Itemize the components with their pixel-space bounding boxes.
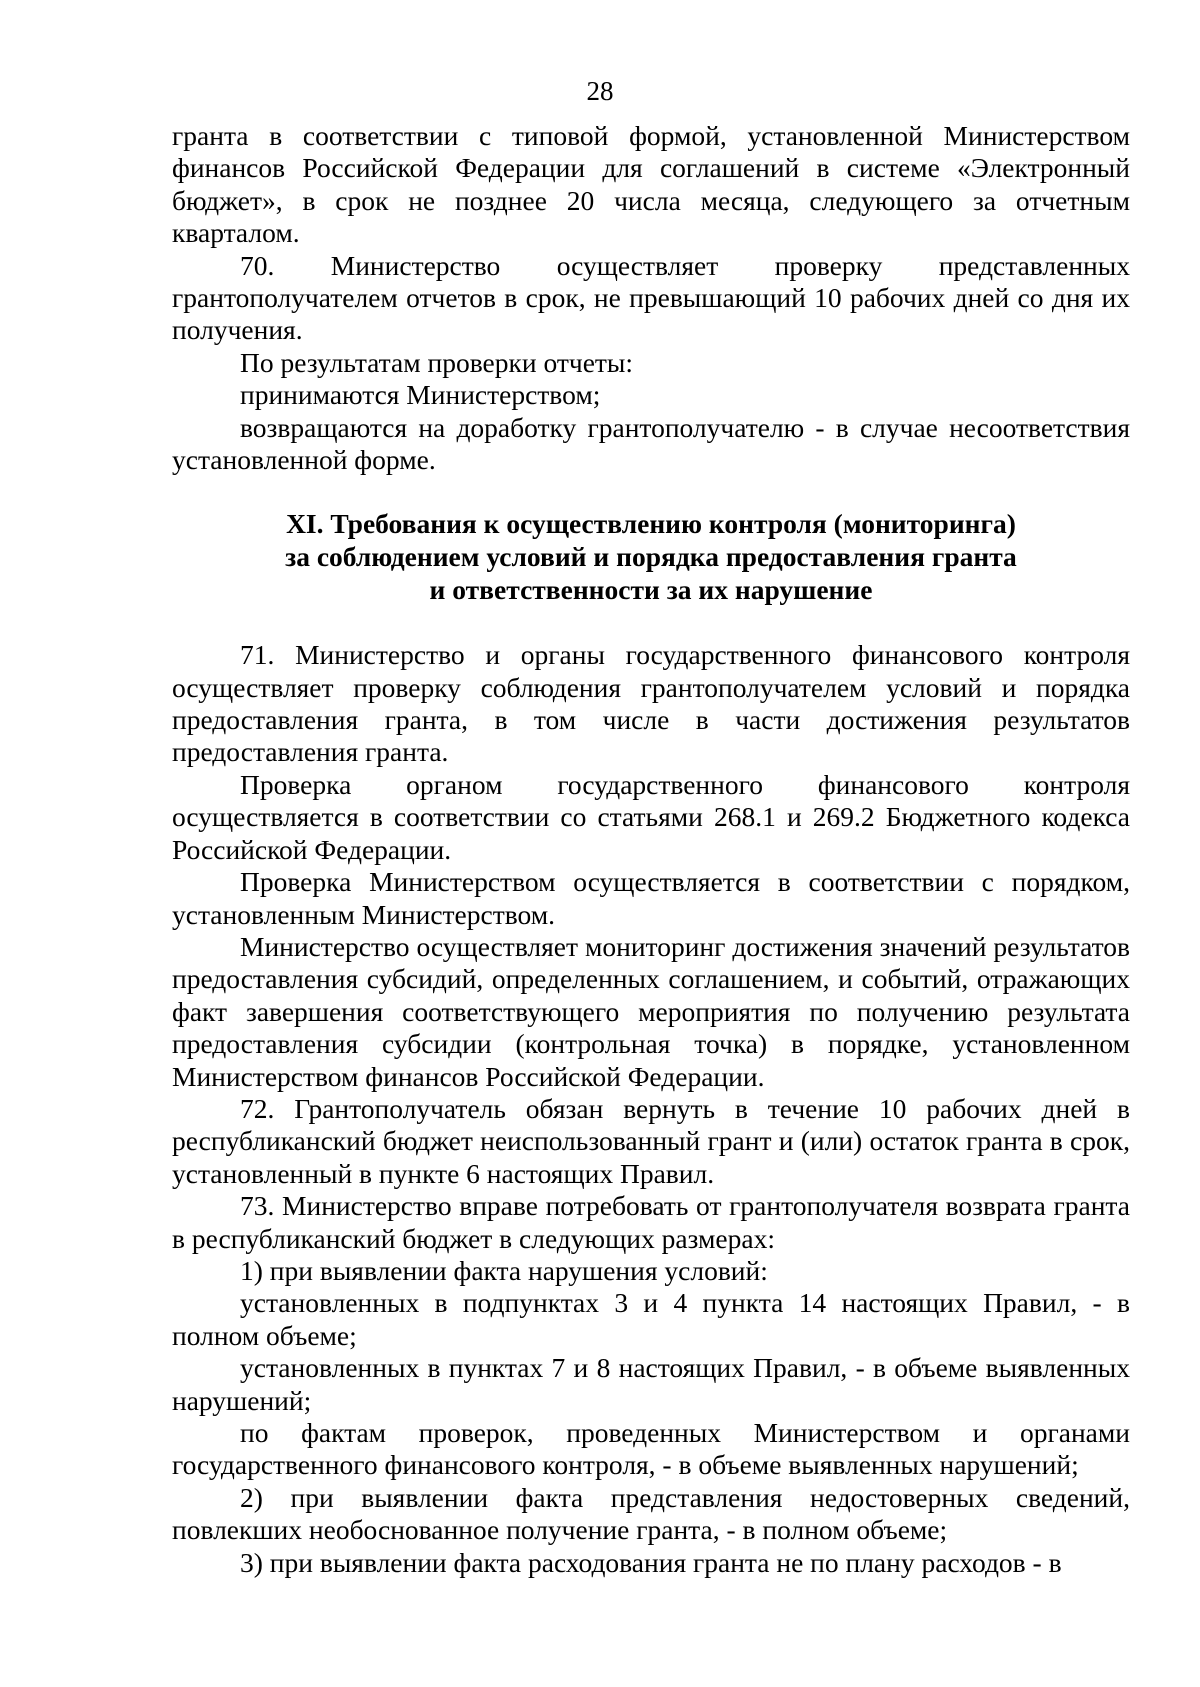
section-title-line-1: XI. Требования к осуществлению контроля (мониторинга) — [286, 508, 1016, 540]
document-body — [172, 120, 1130, 1579]
paragraph: 2) при выявлении факта представления недостоверных сведений, повлекших необоснованное получение гранта, - в полном объеме; — [172, 1481, 1130, 1546]
paragraph: по фактам проверок, проведенных Министерством и органами государственного финансового контроля, - в объеме выявленных нарушений; — [172, 1417, 1130, 1481]
paragraph: 73. Министерство вправе потребовать от грантополучателя возврата гранта в республиканский бюджет в следующих размерах: — [172, 1190, 1130, 1254]
paragraph: возвращаются на доработку грантополучателю - в случае несоответствия установленной форме. — [172, 411, 1130, 476]
paragraphs-after-section — [172, 639, 1130, 1579]
paragraph: 71. Министерство и органы государственного финансового контроля осуществляет проверку соблюдения грантополучателем условий и порядка предоставления гранта, в том числе в части достижения результатов предоставления гранта. — [172, 639, 1130, 768]
paragraph: Министерство осуществляет мониторинг достижения значений результатов предоставления субсидий, определенных соглашением, и событий, отражающих факт завершения соответствующего мероприятия по получению результата предоставления субсидии (контрольная точка) в порядке, установленном Министерством финансов Российской Федерации. — [172, 930, 1130, 1092]
paragraph: 72. Грантополучатель обязан вернуть в течение 10 рабочих дней в республиканский бюджет неиспользованный грант и (или) остаток гранта в срок, установленный в пункте 6 настоящих Правил. — [172, 1092, 1130, 1189]
paragraph: Проверка органом государственного финансового контроля осуществляется в соответствии со статьями 268.1 и 269.2 Бюджетного кодекса Российской Федерации. — [172, 768, 1130, 865]
section-title-line-3: и ответственности за их нарушение — [429, 573, 873, 605]
paragraph: 3) при выявлении факта расходования гранта не по плану расходов - в — [240, 1546, 1062, 1578]
paragraph: Проверка Министерством осуществляется в соответствии с порядком, установленным Министерством. — [172, 866, 1130, 930]
paragraph: принимаются Министерством; — [240, 379, 601, 411]
page-number: 28 — [586, 76, 614, 106]
paragraph: установленных в подпунктах 3 и 4 пункта 14 настоящих Правил, - в полном объеме; — [172, 1287, 1130, 1351]
paragraph: установленных в пунктах 7 и 8 настоящих Правил, - в объеме выявленных нарушений; — [172, 1352, 1130, 1416]
section-title — [172, 508, 1130, 606]
paragraph: 70. Министерство осуществляет проверку представленных грантополучателем отчетов в срок, не превышающий 10 рабочих дней со дня их получения. — [172, 249, 1130, 346]
paragraph: гранта в соответствии с типовой формой, установленной Министерством финансов Российской Федерации для соглашений в системе «Электронный бюджет», в срок не позднее 20 числа месяца, следующего за отчетным кварталом. — [172, 120, 1130, 249]
paragraph: 1) при выявлении факта нарушения условий: — [240, 1254, 768, 1286]
paragraph: По результатам проверки отчеты: — [240, 346, 634, 378]
section-title-line-2: за соблюдением условий и порядка предоставления гранта — [285, 541, 1017, 573]
paragraphs-before-section — [172, 120, 1130, 476]
